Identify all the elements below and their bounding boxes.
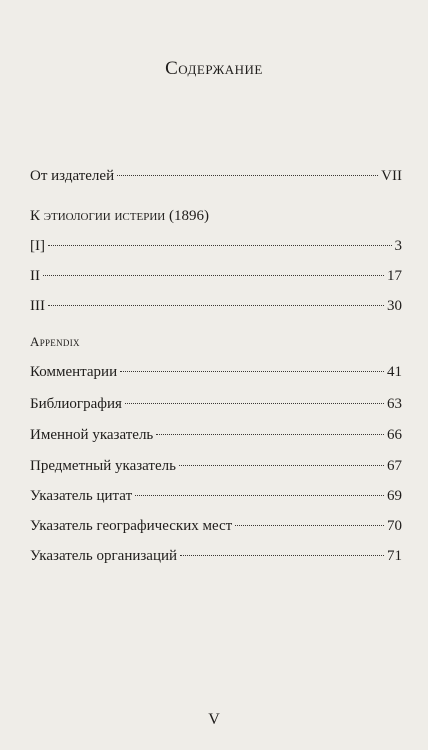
toc-entry-label: III bbox=[30, 298, 45, 314]
toc-entry-label: Указатель организаций bbox=[30, 548, 178, 564]
toc-entry-page: 30 bbox=[387, 298, 402, 314]
toc-entry-organizations-index[interactable] bbox=[30, 546, 402, 566]
toc-entry-page: 66 bbox=[387, 427, 402, 443]
toc-entry-places-index[interactable] bbox=[30, 516, 402, 536]
toc-entry-page: 41 bbox=[387, 364, 402, 380]
toc-entry-page: 69 bbox=[387, 488, 402, 504]
page-number: V bbox=[208, 711, 220, 728]
dot-leader bbox=[43, 275, 384, 276]
toc-entry-label: Библиография bbox=[30, 396, 122, 412]
toc-entry-name-index[interactable] bbox=[30, 425, 402, 445]
toc-entry-page: 63 bbox=[387, 396, 402, 412]
dot-leader bbox=[48, 305, 384, 306]
toc-entry-label: Предметный указатель bbox=[30, 458, 176, 474]
appendix-heading: Appendix bbox=[30, 334, 80, 349]
page-title: Содержание bbox=[165, 58, 263, 79]
toc-entry-quotes-index[interactable] bbox=[30, 486, 402, 506]
toc-entry-page: 17 bbox=[387, 268, 402, 284]
toc-entry-part-2[interactable] bbox=[30, 266, 402, 286]
toc-entry-page: VII bbox=[381, 168, 402, 184]
dot-leader bbox=[180, 555, 384, 556]
dot-leader bbox=[235, 525, 384, 526]
toc-entry-page: 67 bbox=[387, 458, 402, 474]
dot-leader bbox=[117, 175, 378, 176]
dot-leader bbox=[179, 465, 384, 466]
toc-entry-label: Именной указатель bbox=[30, 427, 154, 443]
toc-entry-label: Комментарии bbox=[30, 364, 118, 380]
toc-entry-page: 3 bbox=[394, 238, 402, 254]
dot-leader bbox=[156, 434, 384, 435]
toc-entry-comments[interactable] bbox=[30, 362, 402, 382]
toc-entry-publishers[interactable] bbox=[30, 166, 402, 186]
toc-entry-subject-index[interactable] bbox=[30, 456, 402, 476]
toc-entry-page: 70 bbox=[387, 518, 402, 534]
dot-leader bbox=[135, 495, 384, 496]
toc-entry-label: От издателей bbox=[30, 168, 115, 184]
toc-entry-label: Указатель географических мест bbox=[30, 518, 233, 534]
dot-leader bbox=[120, 371, 384, 372]
toc-entry-part-3[interactable] bbox=[30, 296, 402, 316]
toc-entry-bibliography[interactable] bbox=[30, 394, 402, 414]
toc-entry-label: II bbox=[30, 268, 40, 284]
toc-entry-label: [I] bbox=[30, 238, 45, 254]
toc-entry-label: Указатель цитат bbox=[30, 488, 133, 504]
toc-entry-part-1[interactable] bbox=[30, 236, 402, 256]
toc-entry-page: 71 bbox=[387, 548, 402, 564]
dot-leader bbox=[48, 245, 392, 246]
dot-leader bbox=[125, 403, 384, 404]
section-heading: К этиологии истерии (1896) bbox=[30, 208, 209, 224]
